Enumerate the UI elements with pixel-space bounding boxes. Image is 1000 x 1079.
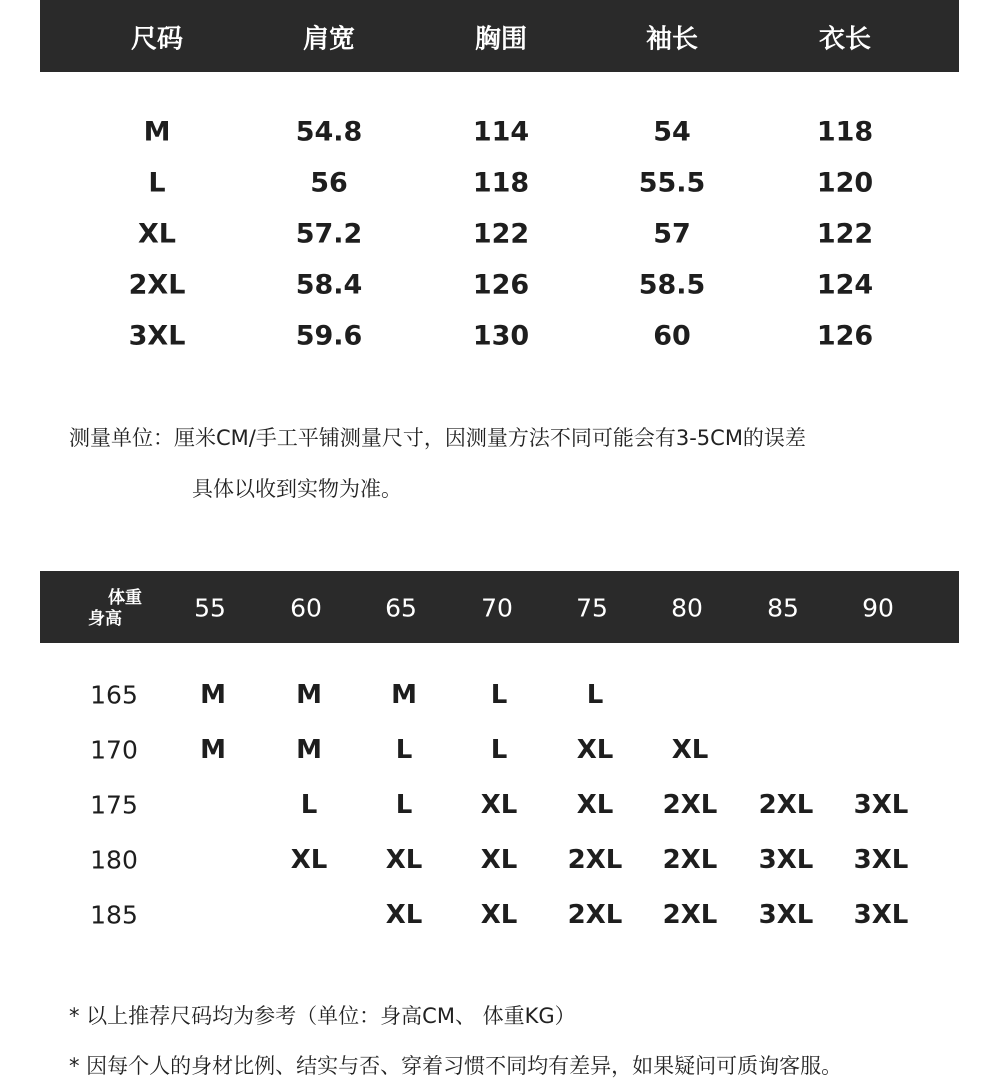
recommended-size-cell: XL: [576, 790, 614, 820]
height-row-label: 175: [90, 790, 138, 820]
size-table-header-cell: 尺码: [130, 24, 184, 55]
size-table-header-cell: 肩宽: [302, 24, 356, 55]
recommended-size-cell: 2XL: [662, 790, 718, 820]
recommended-size-cell: M: [200, 735, 226, 765]
size-table-cell: 126: [472, 269, 530, 301]
size-table-cell: 57: [653, 218, 691, 250]
size-table-cell: XL: [137, 218, 177, 250]
size-table-cell: 3XL: [128, 320, 186, 352]
size-table-cell: 118: [816, 116, 874, 148]
size-table-cell: 54: [653, 116, 691, 148]
recommended-size-cell: L: [490, 735, 508, 765]
recommended-size-cell: L: [300, 790, 318, 820]
recommended-size-cell: 3XL: [758, 900, 814, 930]
weight-header-cell: 80: [671, 593, 703, 623]
recommended-size-cell: XL: [290, 845, 328, 875]
size-table-cell: 2XL: [128, 269, 186, 301]
size-table-cell: 56: [310, 167, 348, 199]
size-table-header-cell: 胸围: [474, 24, 528, 55]
weight-header-cell: 75: [576, 593, 608, 623]
recommended-size-cell: 3XL: [853, 845, 909, 875]
recommended-size-cell: 3XL: [853, 900, 909, 930]
recommended-size-cell: M: [296, 735, 322, 765]
height-row-label: 185: [90, 900, 138, 930]
weight-header-cell: 70: [481, 593, 513, 623]
measurement-note-line-2: 具体以收到实物为准。: [192, 477, 402, 501]
size-table-cell: 55.5: [638, 167, 706, 199]
size-table-cell: 118: [472, 167, 530, 199]
recommended-size-cell: XL: [576, 735, 614, 765]
recommended-size-cell: 2XL: [567, 900, 623, 930]
height-row-label: 170: [90, 735, 138, 765]
footnote-variation: * 因每个人的身材比例、结实与否、穿着习惯不同均有差异，如果疑问可质询客服。: [69, 1054, 843, 1078]
recommended-size-cell: 3XL: [758, 845, 814, 875]
weight-header-cell: 90: [862, 593, 894, 623]
weight-header-cell: 65: [385, 593, 417, 623]
height-row-label: 165: [90, 680, 138, 710]
size-table-header-cell: 衣长: [818, 24, 872, 55]
size-table-cell: 54.8: [295, 116, 363, 148]
weight-header-cell: 85: [767, 593, 799, 623]
recommended-size-cell: XL: [480, 900, 518, 930]
recommended-size-cell: 3XL: [853, 790, 909, 820]
recommended-size-cell: XL: [480, 845, 518, 875]
recommended-size-cell: M: [200, 680, 226, 710]
size-table-cell: L: [148, 167, 166, 199]
size-table-cell: 124: [816, 269, 874, 301]
recommended-size-cell: L: [586, 680, 604, 710]
recommended-size-cell: 2XL: [567, 845, 623, 875]
height-row-label: 180: [90, 845, 138, 875]
recommended-size-cell: L: [490, 680, 508, 710]
recommended-size-cell: 2XL: [758, 790, 814, 820]
size-table-cell: 122: [816, 218, 874, 250]
size-table-header-cell: 袖长: [645, 24, 699, 55]
size-table-cell: 59.6: [295, 320, 363, 352]
size-table-cell: 58.4: [295, 269, 363, 301]
size-table-cell: M: [143, 116, 171, 148]
measurement-note-line-1: 测量单位：厘米CM/手工平铺测量尺寸，因测量方法不同可能会有3-5CM的误差: [69, 426, 806, 450]
recommended-size-cell: M: [391, 680, 417, 710]
size-table-cell: 60: [653, 320, 691, 352]
size-table-cell: 122: [472, 218, 530, 250]
weight-header-cell: 55: [194, 593, 226, 623]
recommended-size-cell: L: [395, 790, 413, 820]
recommended-size-cell: XL: [671, 735, 709, 765]
size-table-cell: 58.5: [638, 269, 706, 301]
recommended-size-cell: 2XL: [662, 900, 718, 930]
size-table-cell: 120: [816, 167, 874, 199]
recommended-size-cell: M: [296, 680, 322, 710]
size-table-cell: 114: [472, 116, 530, 148]
recommended-size-cell: XL: [480, 790, 518, 820]
corner-weight-label: 体重: [108, 588, 142, 608]
recommended-size-cell: XL: [385, 845, 423, 875]
recommended-size-cell: L: [395, 735, 413, 765]
footnote-reference: * 以上推荐尺码均为参考（单位：身高CM、 体重KG）: [69, 1004, 576, 1028]
size-table-cell: 130: [472, 320, 530, 352]
recommended-size-cell: XL: [385, 900, 423, 930]
size-table-cell: 126: [816, 320, 874, 352]
recommended-size-cell: 2XL: [662, 845, 718, 875]
corner-height-label: 身高: [88, 609, 122, 629]
size-table-cell: 57.2: [295, 218, 363, 250]
weight-header-cell: 60: [290, 593, 322, 623]
